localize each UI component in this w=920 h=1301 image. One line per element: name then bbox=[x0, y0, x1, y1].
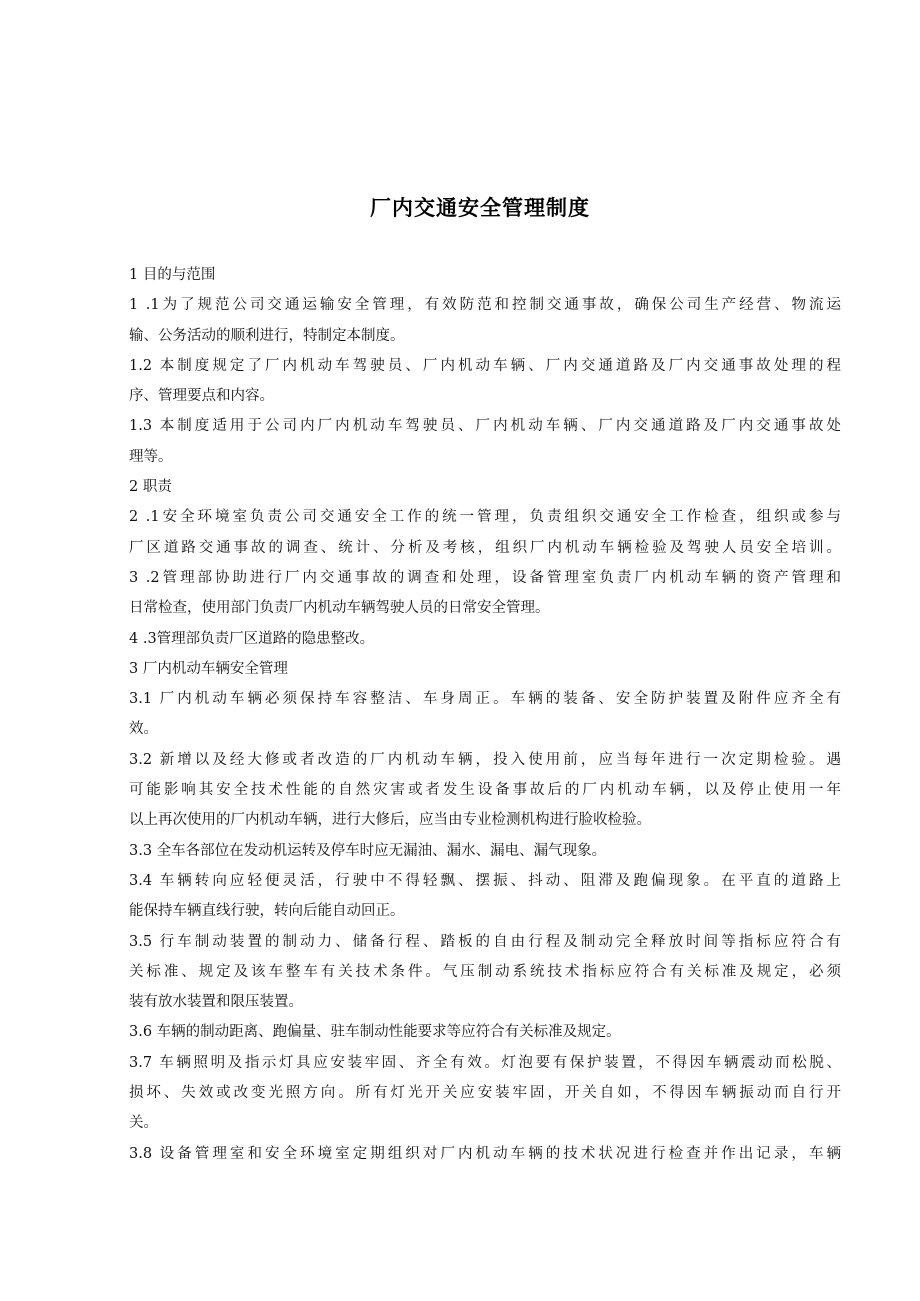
text-line: 3 厂内机动车辆安全管理 bbox=[129, 660, 288, 677]
text-line: 4 .3管理部负责厂区道路的隐患整改。 bbox=[129, 630, 375, 647]
text-line: 3.6 车辆的制动距离、跑偏量、驻车制动性能要求等应符合有关标准及规定。 bbox=[129, 1024, 621, 1041]
text-line: 厂区道路交通事故的调查、统计、分析及考核，组织厂内机动车辆检验及驾驶人员安全培训。 bbox=[129, 539, 841, 556]
text-line: 关标准、规定及该车整车有关技术条件。气压制动系统技术指标应符合有关标准及规定，必须 bbox=[129, 963, 841, 980]
text-line: 1 目的与范围 bbox=[129, 267, 216, 283]
text-line: 3.5 行车制动装置的制动力、储备行程、踏板的自由行程及制动完全释放时间等指标应符合有 bbox=[129, 933, 841, 950]
text-line: 效。 bbox=[129, 721, 158, 738]
document-title: 厂内交通安全管理制度 bbox=[370, 196, 590, 220]
text-line: 日常检查，使用部门负责厂内机动车辆驾驶人员的日常安全管理。 bbox=[129, 600, 550, 617]
text-line: 2 .1安全环境室负责公司交通安全工作的统一管理，负责组织交通安全工作检查，组织或参与 bbox=[129, 509, 841, 526]
text-line: 装有放水装置和限压装置。 bbox=[129, 994, 303, 1011]
text-line: 1.3 本制度适用于公司内厂内机动车驾驶员、厂内机动车辆、厂内交通道路及厂内交通事故处 bbox=[129, 418, 841, 435]
text-line: 理等。 bbox=[129, 448, 173, 465]
text-line: 3.7 车辆照明及指示灯具应安装牢固、齐全有效。灯泡要有保护装置，不得因车辆震动而松脱、 bbox=[129, 1054, 841, 1071]
text-line: 3 .2管理部协助进行厂内交通事故的调查和处理，设备管理室负责厂内机动车辆的资产管理和 bbox=[129, 569, 841, 586]
text-line: 1 .1为了规范公司交通运输安全管理，有效防范和控制交通事故，确保公司生产经营、物流运 bbox=[129, 297, 841, 314]
text-line: 损坏、失效或改变光照方向。所有灯光开关应安装牢固，开关自如，不得因车辆振动而自行开 bbox=[129, 1085, 841, 1102]
text-line: 2 职责 bbox=[129, 479, 172, 496]
text-line: 输、公务活动的顺利进行，特制定本制度。 bbox=[129, 327, 405, 344]
text-line: 1.2 本制度规定了厂内机动车驾驶员、厂内机动车辆、厂内交通道路及厂内交通事故处理的程 bbox=[129, 357, 841, 374]
text-line: 3.1 厂内机动车辆必须保持车容整洁、车身周正。车辆的装备、安全防护装置及附件应齐全有 bbox=[129, 691, 841, 708]
text-line: 以上再次使用的厂内机动车辆，进行大修后，应当由专业检测机构进行脸收检验。 bbox=[129, 812, 651, 829]
text-line: 3.8 设备管理室和安全环境室定期组织对厂内机动车辆的技术状况进行检查并作出记录，车辆 bbox=[129, 1145, 841, 1162]
text-line: 可能影响其安全技术性能的自然灾害或者发生设备事故后的厂内机动车辆，以及停止使用一年 bbox=[129, 782, 841, 799]
text-line: 3.4 车辆转向应轻便灵活，行驶中不得轻飘、摆振、抖动、阻滞及跑偏现象。在平直的道路上 bbox=[129, 872, 841, 889]
text-line: 3.2 新增以及经大修或者改造的厂内机动车辆，投入使用前，应当每年进行一次定期检验。遇 bbox=[129, 751, 841, 768]
text-line: 3.3 全车各部位在发动机运转及停车时应无漏油、漏水、漏电、漏气现象。 bbox=[129, 842, 607, 859]
document-body bbox=[129, 260, 841, 1169]
text-line: 能保持车辆直线行驶，转向后能自动回正。 bbox=[129, 903, 405, 920]
text-line: 关。 bbox=[129, 1115, 158, 1132]
text-line: 序、管理要点和内容。 bbox=[129, 388, 274, 405]
